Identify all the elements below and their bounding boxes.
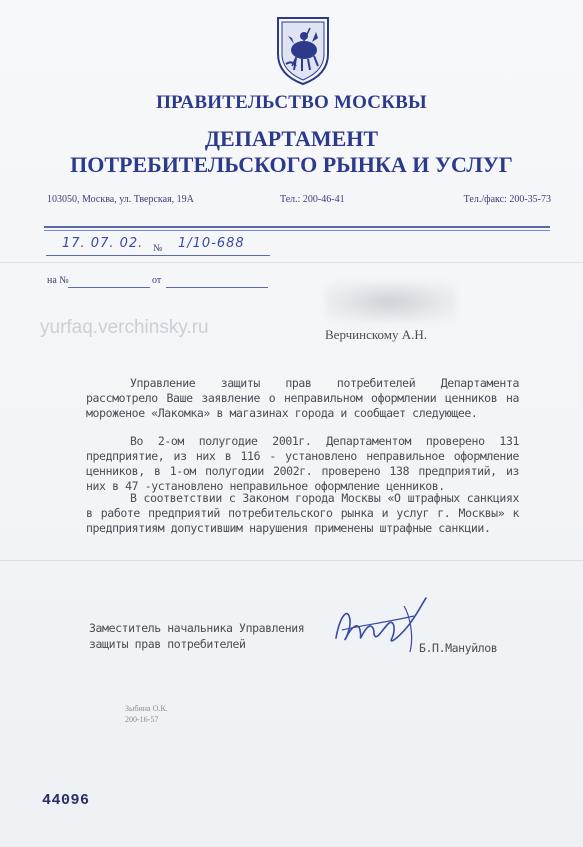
reply-date-label: от	[152, 275, 162, 286]
address: 103050, Москва, ул. Тверская, 19А	[47, 194, 194, 205]
government-heading: ПРАВИТЕЛЬСТВО МОСКВЫ	[156, 92, 427, 113]
reply-date-line	[166, 287, 268, 288]
executor-name: Зыбина О.К.	[125, 704, 168, 713]
header-rule-thin	[44, 230, 550, 231]
signer-name: Б.П.Мануйлов	[419, 641, 498, 655]
addressee: Верчинскому А.Н.	[325, 327, 428, 342]
moscow-coat-of-arms-emblem	[274, 14, 332, 86]
signer-title	[89, 620, 304, 652]
handwritten-number: 1/10-688	[178, 236, 245, 251]
department-heading-line1: ДЕПАРТАМЕНТ	[204, 126, 379, 151]
body-paragraph-3: В соответствии с Законом города Москвы «О штрафных санкциях в работе предприятий потребительского рынка и услуг г. Москвы» к предприятиям допустившим нарушения применены штрафные санкции.	[86, 491, 519, 535]
registration-stamp-number: 44096	[42, 792, 90, 809]
phone: Тел.: 200-46-41	[280, 194, 345, 205]
reply-number-line	[68, 287, 150, 288]
website-watermark: yurfaq.verchinsky.ru	[40, 317, 209, 338]
paper-fold	[0, 262, 583, 263]
signer-title-line1: Заместитель начальника Управления	[89, 621, 305, 635]
signer-title-line2: защиты прав потребителей	[89, 637, 246, 651]
handwritten-date: 17. 07. 02.	[62, 236, 144, 251]
body-paragraph-2: Во 2-ом полугодие 2001г. Департаментом проверено 131 предприятие, из них в 116 - установлено неправильное оформление ценников, в 1-ом полугодии 2002г. проверено 138 предприятий, из них в 47 -установлено неправильное оформление ценников.	[86, 434, 519, 493]
number-label: №	[153, 243, 163, 254]
in-reply-to-label: на №	[47, 275, 69, 286]
reference-underline	[46, 255, 270, 256]
header-rule	[44, 226, 550, 228]
executor-info	[125, 703, 168, 725]
department-heading-line2: ПОТРЕБИТЕЛЬСКОГО РЫНКА И УСЛУГ	[70, 152, 513, 177]
body-paragraph-1: Управление защиты прав потребителей Департамента рассмотрело Ваше заявление о неправильном оформлении ценников на мороженое «Лакомка» в магазинах города и сообщает следующее.	[86, 376, 519, 420]
executor-phone: 200-16-57	[125, 715, 159, 724]
fax: Тел./факс: 200-35-73	[463, 194, 551, 205]
paper-fold	[0, 560, 583, 561]
redacted-area	[326, 282, 456, 322]
